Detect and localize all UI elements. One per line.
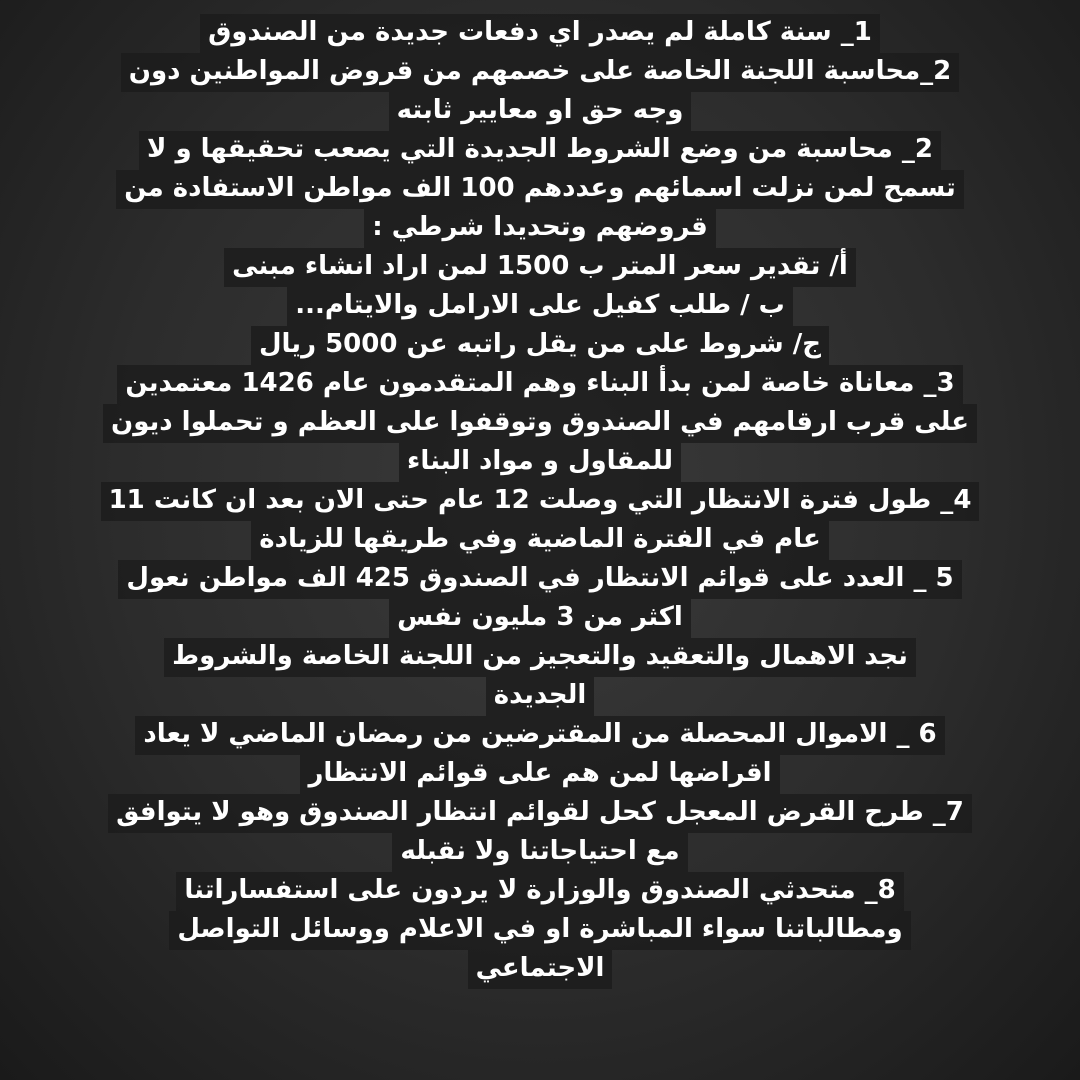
text-line: ومطالباتنا سواء المباشرة او في الاعلام ووسائل التواصل bbox=[169, 911, 910, 950]
text-line: 4_ طول فترة الانتظار التي وصلت 12 عام حتى الان بعد ان كانت 11 bbox=[101, 482, 980, 521]
text-line: اكثر من 3 مليون نفس bbox=[389, 599, 691, 638]
text-line: قروضهم وتحديدا شرطي : bbox=[364, 209, 716, 248]
text-line: 7_ طرح القرض المعجل كحل لقوائم انتظار الصندوق وهو لا يتوافق bbox=[108, 794, 972, 833]
text-line: ب / طلب كفيل على الارامل والايتام... bbox=[287, 287, 793, 326]
text-line: مع احتياجاتنا ولا نقبله bbox=[392, 833, 687, 872]
text-line: ج/ شروط على من يقل راتبه عن 5000 ريال bbox=[251, 326, 829, 365]
text-line: 2_ محاسبة من وضع الشروط الجديدة التي يصعب تحقيقها و لا bbox=[139, 131, 941, 170]
text-line: تسمح لمن نزلت اسمائهم وعددهم 100 الف مواطن الاستفادة من bbox=[116, 170, 964, 209]
text-line: 5 _ العدد على قوائم الانتظار في الصندوق 425 الف مواطن نعول bbox=[118, 560, 961, 599]
text-line: وجه حق او معايير ثابته bbox=[389, 92, 692, 131]
text-line: على قرب ارقامهم في الصندوق وتوقفوا على العظم و تحملوا ديون bbox=[103, 404, 977, 443]
text-line: اقراضها لمن هم على قوائم الانتظار bbox=[300, 755, 779, 794]
text-line: الجديدة bbox=[486, 677, 595, 716]
text-line: الاجتماعي bbox=[468, 950, 613, 989]
text-line: عام في الفترة الماضية وفي طريقها للزيادة bbox=[251, 521, 828, 560]
text-line: 6 _ الاموال المحصلة من المقترضين من رمضان الماضي لا يعاد bbox=[135, 716, 944, 755]
text-line: 2_محاسبة اللجنة الخاصة على خصمهم من قروض المواطنين دون bbox=[121, 53, 960, 92]
text-line: نجد الاهمال والتعقيد والتعجيز من اللجنة الخاصة والشروط bbox=[164, 638, 916, 677]
text-line: 8_ متحدثي الصندوق والوزارة لا يردون على استفساراتنا bbox=[176, 872, 903, 911]
text-line: 1_ سنة كاملة لم يصدر اي دفعات جديدة من الصندوق bbox=[200, 14, 880, 53]
text-line: 3_ معاناة خاصة لمن بدأ البناء وهم المتقدمون عام 1426 معتمدين bbox=[117, 365, 962, 404]
text-line: للمقاول و مواد البناء bbox=[399, 443, 681, 482]
text-line: أ/ تقدير سعر المتر ب 1500 لمن اراد انشاء مبنى bbox=[224, 248, 856, 287]
